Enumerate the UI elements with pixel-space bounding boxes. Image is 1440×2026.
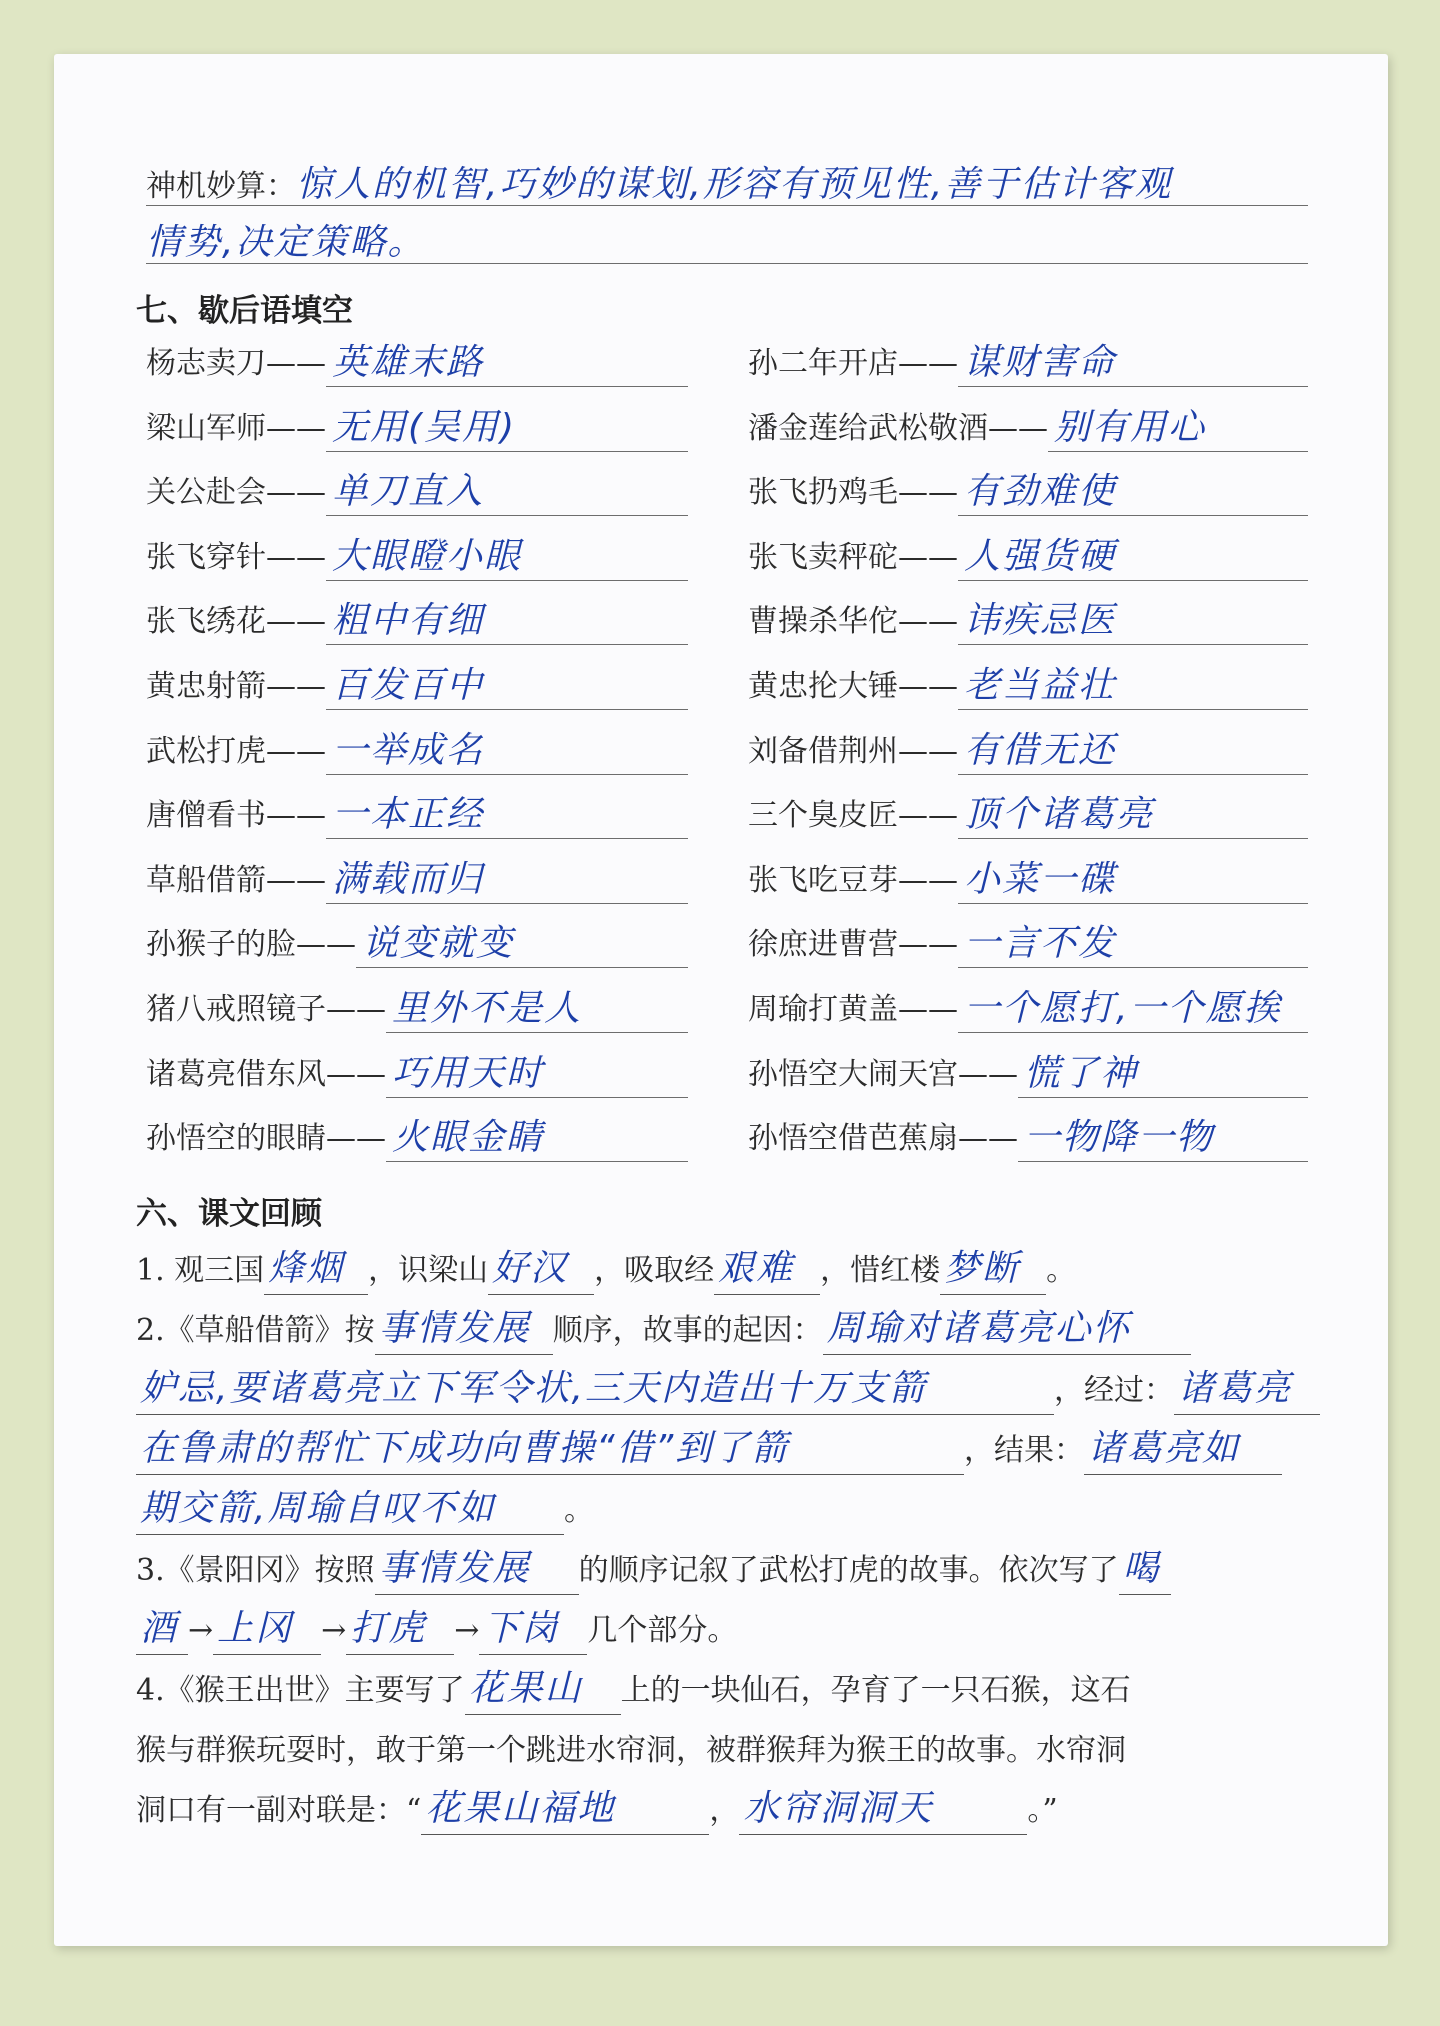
- xiehouyu-prompt: 孙悟空大闹天宫——: [748, 1056, 1018, 1092]
- xiehouyu-row: [146, 921, 688, 968]
- xiehouyu-row: [748, 469, 1308, 516]
- xiehouyu-answer: 百发百中: [326, 663, 688, 710]
- question-2-line-1: [136, 1300, 1191, 1362]
- xiehouyu-row: [146, 1051, 688, 1098]
- q3-answer-2a: 喝: [1119, 1544, 1171, 1595]
- q4-answer-1: 花果山: [465, 1664, 621, 1715]
- xiehouyu-row: [748, 405, 1308, 452]
- q2-answer-2b: 妒忌,要诸葛亮立下军令状,三天内造出十万支箭: [136, 1364, 1054, 1415]
- xiehouyu-answer: 说变就变: [356, 921, 688, 968]
- xiehouyu-prompt: 黄忠射箭——: [146, 669, 326, 704]
- q3-answer-2b: 酒: [136, 1604, 188, 1655]
- xiehouyu-prompt: 猪八戒照镜子——: [146, 992, 386, 1027]
- idiom-definition-line-2: [146, 212, 425, 276]
- xiehouyu-row: [146, 857, 688, 904]
- xiehouyu-row: [146, 340, 688, 387]
- xiehouyu-row: [748, 792, 1308, 839]
- xiehouyu-prompt: 张飞卖秤砣——: [748, 539, 958, 575]
- xiehouyu-prompt: 草船借箭——: [146, 862, 326, 898]
- xiehouyu-row: [146, 728, 688, 775]
- q3-text-1: 3.《景阳冈》按照: [136, 1553, 375, 1588]
- xiehouyu-answer: 火眼金睛: [386, 1115, 688, 1162]
- q4-text-line-2: 猴与群猴玩耍时，敢于第一个跳进水帘洞，被群猴拜为猴王的故事。水帘洞: [136, 1733, 1126, 1768]
- q2-answer-4b: 期交箭,周瑜自叹不如: [136, 1484, 564, 1535]
- xiehouyu-answer: 一本正经: [326, 792, 688, 839]
- question-4-line-1: [136, 1660, 1131, 1722]
- q1-answer-2: 好汉: [488, 1244, 594, 1295]
- q1-text-2: ，识梁山: [368, 1253, 489, 1288]
- xiehouyu-row: [748, 1115, 1308, 1162]
- xiehouyu-answer: 一个愿打,一个愿挨: [958, 986, 1308, 1033]
- xiehouyu-prompt: 刘备借荆州——: [748, 733, 958, 769]
- q2-text-3: ，经过：: [1054, 1373, 1174, 1408]
- xiehouyu-row: [146, 792, 688, 839]
- xiehouyu-answer: 人强货硬: [958, 534, 1308, 581]
- xiehouyu-prompt: 潘金莲给武松敬酒——: [748, 410, 1048, 446]
- question-3-line-2: [136, 1600, 737, 1662]
- xiehouyu-row: [146, 469, 688, 516]
- xiehouyu-answer: 无用(吴用): [326, 405, 688, 452]
- question-2-line-2: [136, 1360, 1320, 1422]
- xiehouyu-row: [748, 534, 1308, 581]
- xiehouyu-prompt: 三个臭皮匠——: [748, 798, 958, 834]
- question-2-line-4: [136, 1480, 594, 1542]
- q1-answer-4: 梦断: [940, 1244, 1046, 1295]
- xiehouyu-prompt: 张飞绣花——: [146, 604, 326, 640]
- q4-text-4: ，: [709, 1793, 740, 1828]
- q3-answer-3: 上冈: [213, 1604, 321, 1655]
- xiehouyu-answer: 英雄末路: [326, 340, 688, 387]
- xiehouyu-row: [146, 663, 688, 710]
- q1-text-4: ，惜红楼: [820, 1253, 941, 1288]
- xiehouyu-row: [748, 1051, 1308, 1098]
- q4-text-5: 。”: [1027, 1793, 1058, 1828]
- xiehouyu-answer: 慌了神: [1018, 1051, 1308, 1098]
- arrow-icon: →: [321, 1613, 347, 1648]
- xiehouyu-answer: 别有用心: [1048, 405, 1308, 452]
- xiehouyu-prompt: 梁山军师——: [146, 410, 326, 446]
- idiom-answer-line-2: 情势,决定策略。: [146, 222, 426, 263]
- answer-rule: [146, 205, 1308, 206]
- q3-text-3: 几个部分。: [587, 1613, 738, 1648]
- xiehouyu-answer: 一物降一物: [1018, 1115, 1308, 1162]
- q2-answer-1: 事情发展: [375, 1304, 553, 1355]
- xiehouyu-row: [748, 986, 1308, 1033]
- xiehouyu-answer: 老当益壮: [958, 663, 1308, 710]
- xiehouyu-prompt: 杨志卖刀——: [146, 346, 326, 381]
- xiehouyu-prompt: 孙悟空的眼睛——: [146, 1121, 386, 1157]
- xiehouyu-answer: 小菜一碟: [958, 857, 1308, 904]
- xiehouyu-answer: 单刀直入: [326, 469, 688, 516]
- q3-answer-1: 事情发展: [375, 1544, 579, 1595]
- arrow-icon: →: [188, 1613, 214, 1648]
- xiehouyu-answer: 讳疾忌医: [958, 598, 1308, 645]
- q2-answer-2a: 周瑜对诸葛亮心怀: [823, 1304, 1191, 1355]
- q1-text-1: 1. 观三国: [136, 1253, 265, 1288]
- q4-text-1: 4.《猴王出世》主要写了: [136, 1673, 465, 1708]
- answer-rule: [146, 263, 1308, 264]
- xiehouyu-answer: 有借无还: [958, 728, 1308, 775]
- xiehouyu-prompt: 关公赴会——: [146, 475, 326, 511]
- xiehouyu-answer: 一举成名: [326, 728, 688, 775]
- xiehouyu-prompt: 唐僧看书——: [146, 798, 326, 834]
- xiehouyu-answer: 有劲难使: [958, 469, 1308, 516]
- section-6-title: 六、课文回顾: [136, 1196, 322, 1232]
- question-4-line-2: [136, 1720, 1126, 1782]
- xiehouyu-row: [748, 857, 1308, 904]
- xiehouyu-answer: 大眼瞪小眼: [326, 534, 688, 581]
- q4-text-3: 洞口有一副对联是：“: [136, 1793, 422, 1828]
- q4-answer-2: 花果山福地: [421, 1784, 709, 1835]
- xiehouyu-prompt: 曹操杀华佗——: [748, 604, 958, 640]
- q2-text-5: 。: [564, 1493, 594, 1528]
- question-3-line-1: [136, 1540, 1171, 1602]
- question-2-line-3: [136, 1420, 1282, 1482]
- xiehouyu-answer: 一言不发: [958, 921, 1308, 968]
- xiehouyu-row: [748, 598, 1308, 645]
- xiehouyu-answer: 粗中有细: [326, 598, 688, 645]
- xiehouyu-answer: 里外不是人: [386, 986, 688, 1033]
- q1-text-3: ，吸取经: [594, 1253, 715, 1288]
- q2-text-4: ，结果：: [964, 1433, 1084, 1468]
- xiehouyu-prompt: 周瑜打黄盖——: [748, 992, 958, 1027]
- question-4-line-3: [136, 1780, 1058, 1842]
- q3-text-2: 的顺序记叙了武松打虎的故事。依次写了: [578, 1553, 1119, 1588]
- xiehouyu-prompt: 张飞吃豆芽——: [748, 862, 958, 898]
- q4-text-2: 上的一块仙石，孕育了一只石猴，这石: [620, 1673, 1131, 1708]
- xiehouyu-answer: 顶个诸葛亮: [958, 792, 1308, 839]
- q2-answer-4a: 诸葛亮如: [1084, 1424, 1282, 1475]
- xiehouyu-prompt: 诸葛亮借东风——: [146, 1056, 386, 1092]
- xiehouyu-prompt: 张飞扔鸡毛——: [748, 475, 958, 511]
- xiehouyu-row: [146, 534, 688, 581]
- q3-answer-4: 打虎: [346, 1604, 454, 1655]
- xiehouyu-row: [748, 921, 1308, 968]
- q1-answer-3: 艰难: [714, 1244, 820, 1295]
- question-1: [136, 1240, 1076, 1302]
- idiom-answer-line-1: 惊人的机智,巧妙的谋划,形容有预见性,善于估计客观: [296, 164, 1173, 205]
- q2-text-2: 顺序，故事的起因：: [552, 1313, 823, 1348]
- xiehouyu-prompt: 张飞穿针——: [146, 539, 326, 575]
- q1-text-5: 。: [1046, 1253, 1077, 1288]
- q2-answer-3b: 在鲁肃的帮忙下成功向曹操“借”到了箭: [136, 1424, 964, 1475]
- xiehouyu-row: [146, 598, 688, 645]
- xiehouyu-prompt: 孙二年开店——: [748, 346, 958, 381]
- xiehouyu-prompt: 孙猴子的脸——: [146, 927, 356, 963]
- q4-answer-3: 水帘洞洞天: [739, 1784, 1027, 1835]
- xiehouyu-row: [146, 986, 688, 1033]
- q2-text-1: 2.《草船借箭》按: [136, 1313, 375, 1348]
- xiehouyu-answer: 满载而归: [326, 857, 688, 904]
- xiehouyu-prompt: 黄忠抡大锤——: [748, 669, 958, 704]
- xiehouyu-row: [748, 728, 1308, 775]
- xiehouyu-answer: 谋财害命: [958, 340, 1308, 387]
- xiehouyu-answer: 巧用天时: [386, 1051, 688, 1098]
- section-7-title: 七、歇后语填空: [136, 293, 353, 329]
- idiom-definition-line-1: [146, 154, 1172, 218]
- xiehouyu-prompt: 武松打虎——: [146, 733, 326, 769]
- xiehouyu-row: [146, 405, 688, 452]
- xiehouyu-row: [748, 663, 1308, 710]
- idiom-label: 神机妙算：: [146, 169, 296, 204]
- xiehouyu-prompt: 孙悟空借芭蕉扇——: [748, 1121, 1018, 1157]
- arrow-icon: →: [454, 1613, 480, 1648]
- q3-answer-5: 下岗: [479, 1604, 587, 1655]
- xiehouyu-prompt: 徐庶进曹营——: [748, 927, 958, 963]
- xiehouyu-row: [748, 340, 1308, 387]
- xiehouyu-row: [146, 1115, 688, 1162]
- q1-answer-1: 烽烟: [264, 1244, 368, 1295]
- q2-answer-3a: 诸葛亮: [1174, 1364, 1320, 1415]
